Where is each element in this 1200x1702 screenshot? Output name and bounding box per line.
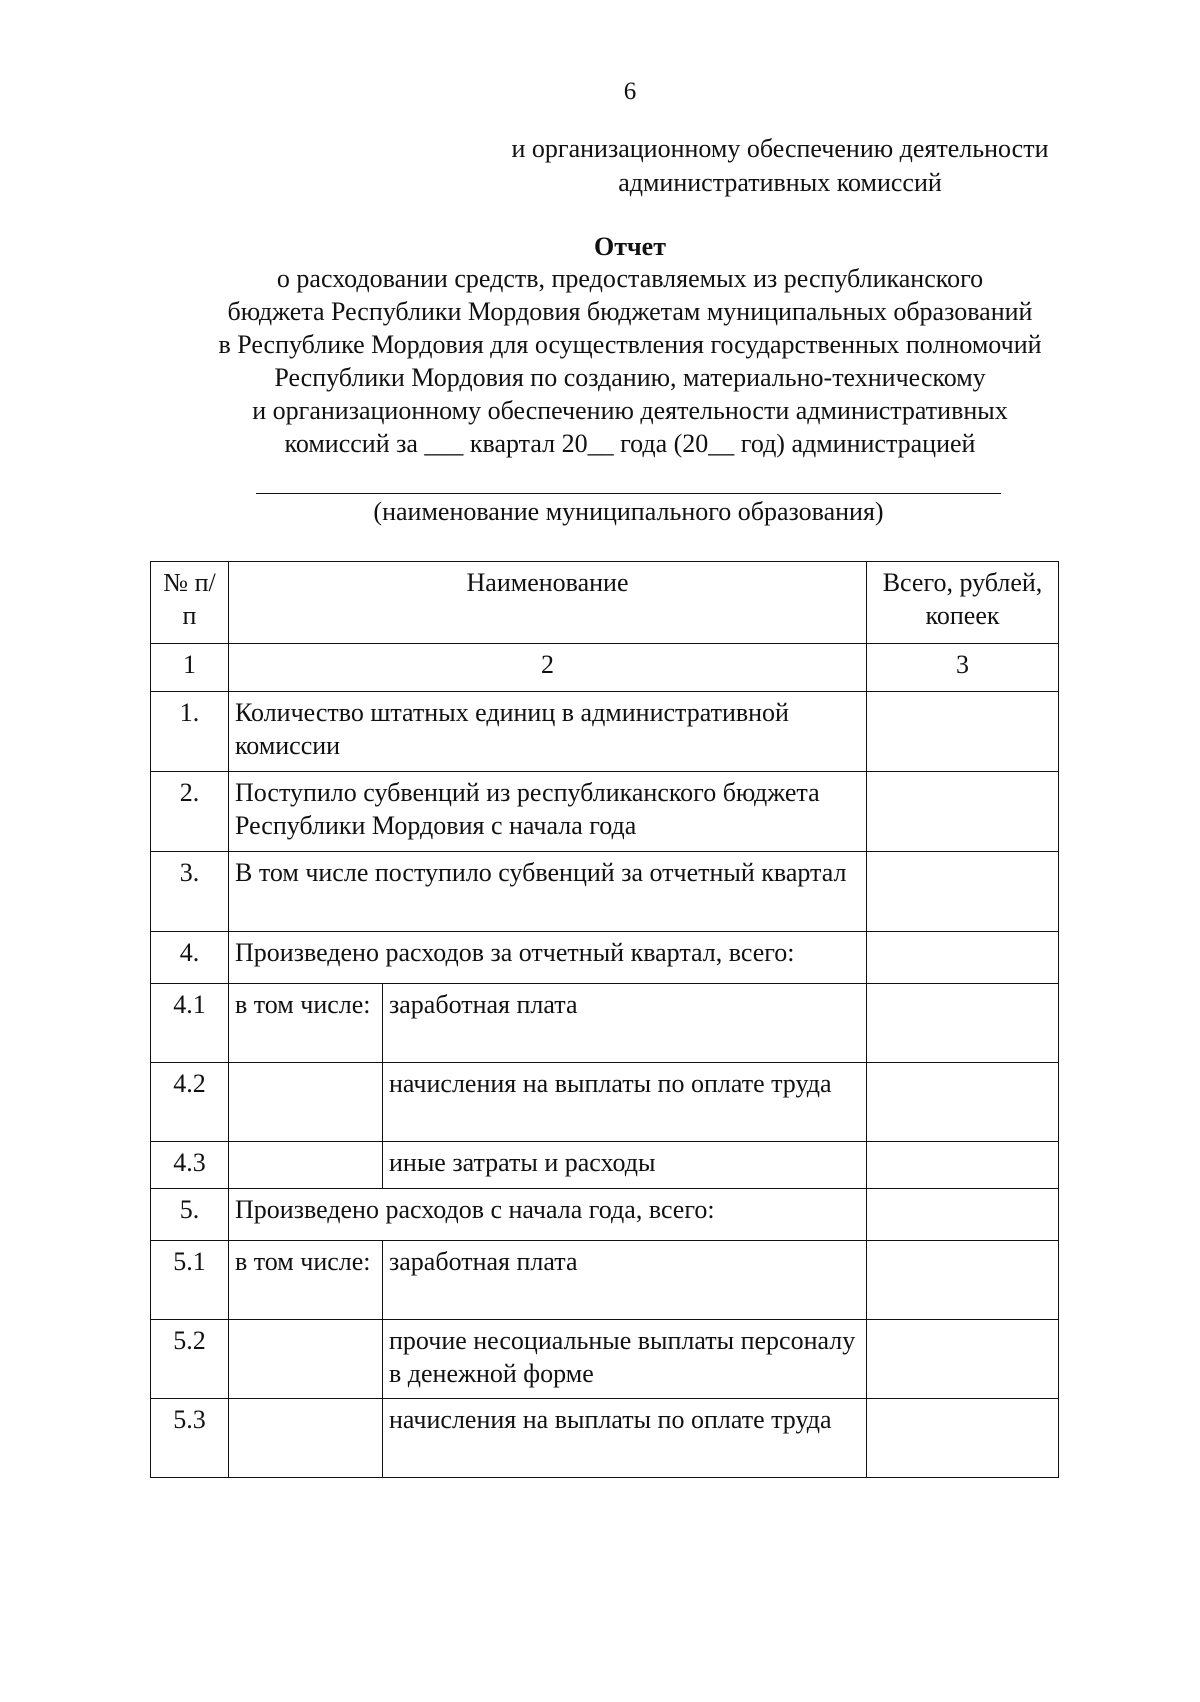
header-total: Всего, рублей, копеек [867,562,1059,644]
row-value-cell[interactable] [867,692,1059,772]
row-sublabel: в том числе: [229,984,383,1063]
row-num: 3. [151,852,229,932]
row-value-cell[interactable] [867,1142,1059,1189]
row-name: Произведено расходов с начала года, всего: [229,1189,867,1241]
index-cell: 1 [151,644,229,692]
row-name: В том числе поступило субвенций за отчетный квартал [229,852,867,932]
table-row [151,1142,1059,1189]
appendix-header-line: и организационному обеспечению деятельности [511,134,1049,163]
row-name: Количество штатных единиц в административной комиссии [229,692,867,772]
document-subtitle [150,262,1110,460]
row-name: начисления на выплаты по оплате труда [383,1399,867,1478]
row-num: 4.3 [151,1142,229,1189]
row-name: Поступило субвенций из республиканского бюджета Республики Мордовия с начала года [229,772,867,852]
row-num: 5.1 [151,1241,229,1320]
org-name-blank-line [256,493,1001,494]
row-sublabel [229,1142,383,1189]
row-num: 4.1 [151,984,229,1063]
row-sublabel [229,1063,383,1142]
row-value-cell[interactable] [867,1063,1059,1142]
subtitle-line: комиссий за ___ квартал 20__ года (20__ год) администрацией [284,429,976,458]
row-name: прочие несоциальные выплаты персоналу в денежной форме [383,1320,867,1399]
subtitle-line: Республики Мордовия по созданию, материально-техническому [274,363,986,392]
row-num: 5. [151,1189,229,1241]
subtitle-line: бюджета Республики Мордовия бюджетам муниципальных образований [227,297,1033,326]
table-row [151,1241,1059,1320]
row-value-cell[interactable] [867,1320,1059,1399]
row-num: 4. [151,932,229,984]
row-value-cell[interactable] [867,1399,1059,1478]
index-cell: 3 [867,644,1059,692]
table-row [151,984,1059,1063]
subtitle-line: и организационному обеспечению деятельности административных [252,396,1008,425]
row-num: 2. [151,772,229,852]
row-sublabel [229,1320,383,1399]
row-value-cell[interactable] [867,932,1059,984]
table-header-row [151,562,1059,644]
row-name: начисления на выплаты по оплате труда [383,1063,867,1142]
table-row [151,692,1059,772]
table-row [151,772,1059,852]
org-name-caption: (наименование муниципального образования) [373,497,884,526]
row-name: заработная плата [383,1241,867,1320]
row-value-cell[interactable] [867,984,1059,1063]
header-name: Наименование [229,562,867,644]
row-name: Произведено расходов за отчетный квартал, всего: [229,932,867,984]
row-sublabel [229,1399,383,1478]
row-num: 5.3 [151,1399,229,1478]
appendix-header-line: административных комиссий [618,168,942,197]
table-row [151,1189,1059,1241]
subtitle-line: в Республике Мордовия для осуществления государственных полномочий [218,330,1042,359]
table-row [151,932,1059,984]
row-value-cell[interactable] [867,1241,1059,1320]
row-value-cell[interactable] [867,772,1059,852]
row-value-cell[interactable] [867,1189,1059,1241]
table-row [151,1399,1059,1478]
table-index-row [151,644,1059,692]
subtitle-line: о расходовании средств, предоставляемых из республиканского [276,264,984,293]
document-title: Отчет [594,232,666,261]
row-num: 1. [151,692,229,772]
table-row [151,852,1059,932]
row-num: 5.2 [151,1320,229,1399]
row-name: заработная плата [383,984,867,1063]
row-sublabel: в том числе: [229,1241,383,1320]
table-row [151,1063,1059,1142]
row-value-cell[interactable] [867,852,1059,932]
appendix-header [480,132,1080,200]
report-table [150,561,1059,1478]
page-number: 6 [623,78,637,105]
row-num: 4.2 [151,1063,229,1142]
table-row [151,1320,1059,1399]
row-name: иные затраты и расходы [383,1142,867,1189]
header-num: № п/п [151,562,229,644]
index-cell: 2 [229,644,867,692]
